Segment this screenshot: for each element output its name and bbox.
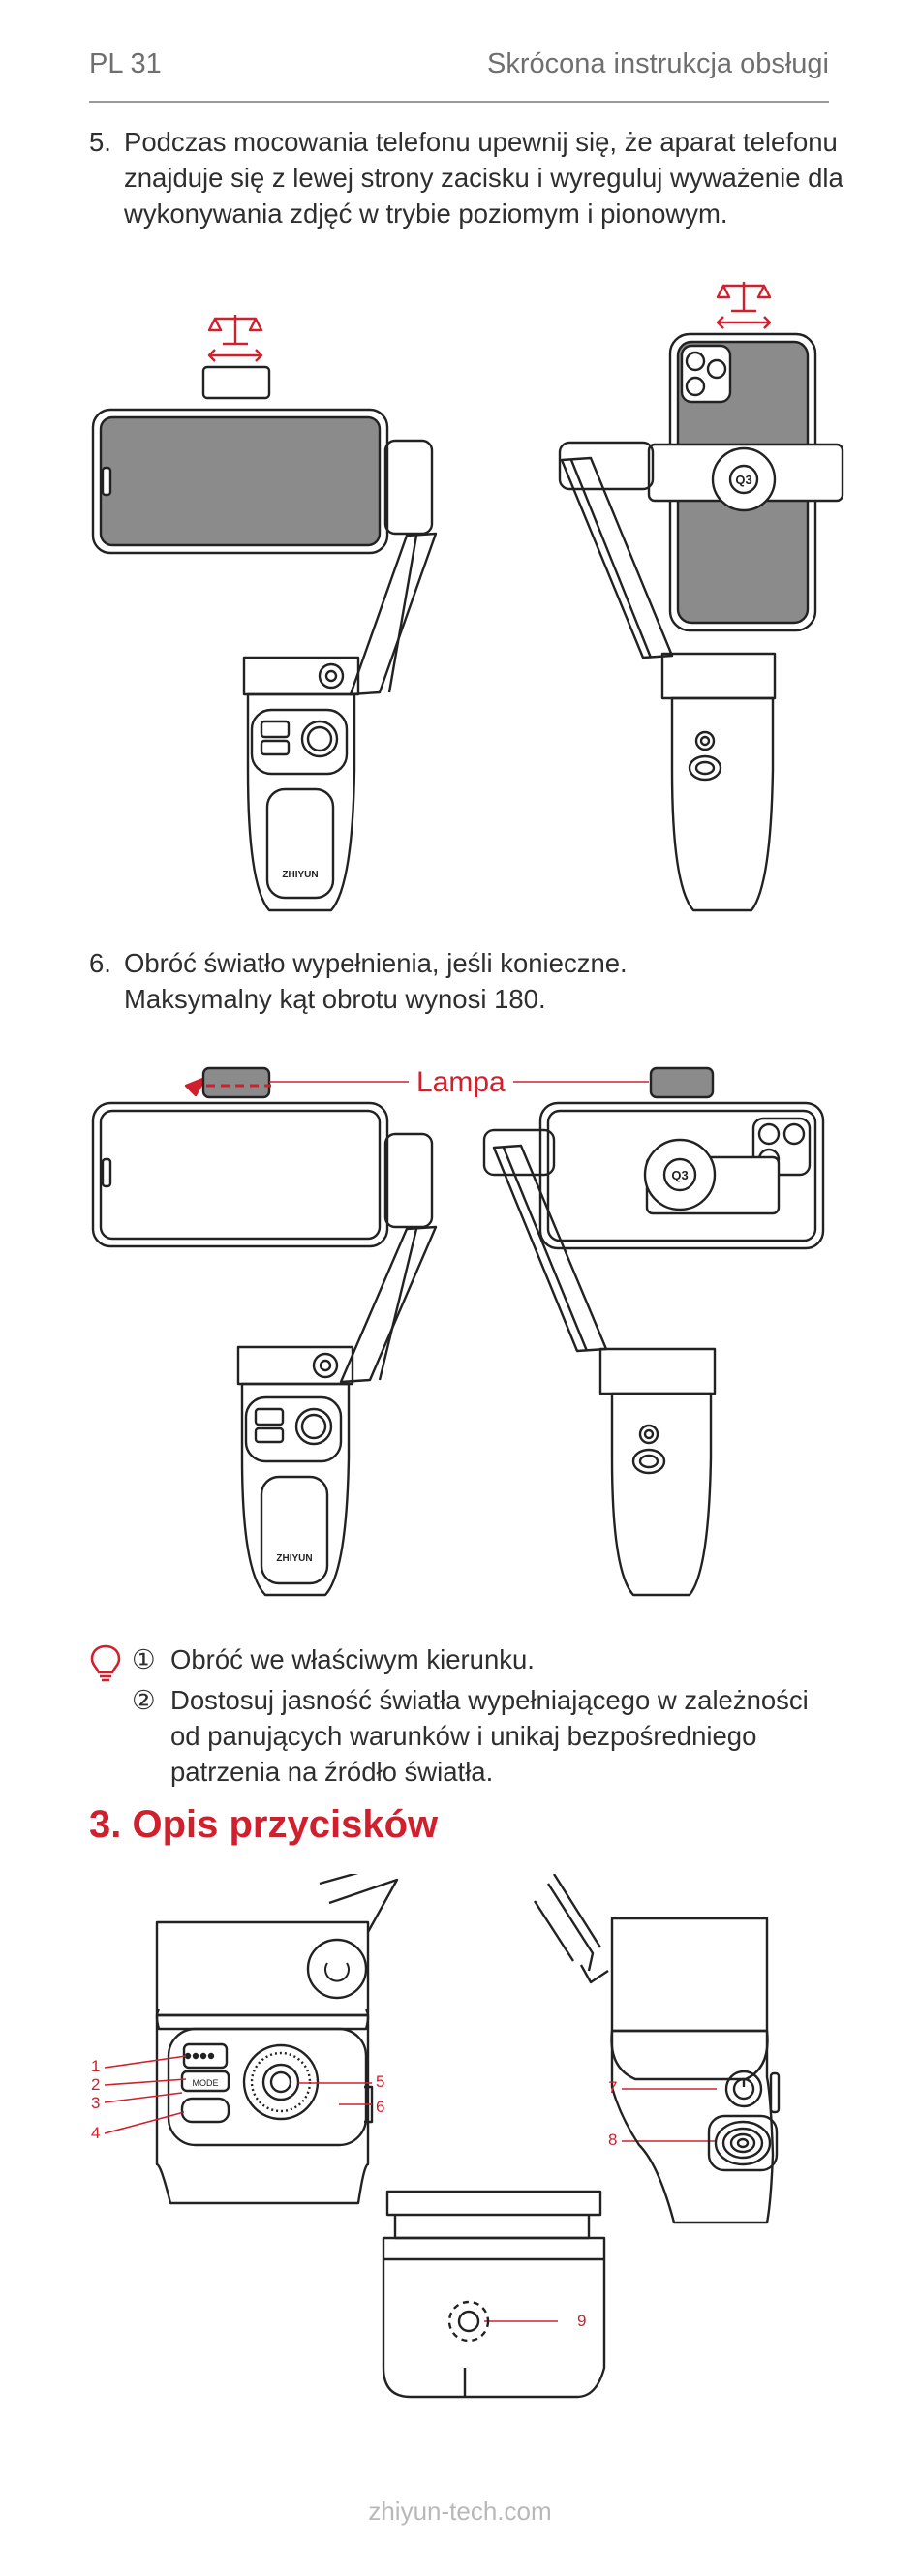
footer-url[interactable]: zhiyun-tech.com (368, 2497, 552, 2526)
page-number: PL 31 (89, 48, 162, 79)
brand-label: ZHIYUN (276, 1553, 313, 1564)
tip-number: ② (132, 1685, 156, 1715)
step-6-line-1: Obróć światło wypełnienia, jeśli konieczne. (124, 948, 628, 978)
phone-badge: Q3 (671, 1168, 689, 1182)
step-6-number: 6. (89, 948, 111, 978)
brand-label: ZHIYUN (282, 870, 319, 880)
callout-1: 1 (91, 2057, 101, 2075)
balance-scale-icon (209, 315, 261, 361)
callout-4: 4 (91, 2124, 101, 2142)
section-title: 3. Opis przycisków (89, 1803, 439, 1846)
tip-text: Dostosuj jasność światła wypełniającego w zależności od panujących warunków i unikaj bezpośredniego patrzenia na źródło światła. (170, 1685, 809, 1787)
phone-badge: Q3 (735, 473, 752, 487)
lamp-illustration (77, 1051, 852, 1603)
callout-7: 7 (608, 2078, 618, 2097)
step-5 (89, 124, 844, 231)
callout-2: 2 (91, 2075, 101, 2094)
tip-item (89, 1682, 864, 1790)
balance-scale-icon (718, 282, 770, 328)
tip-text: Obróć we właściwym kierunku. (170, 1644, 535, 1674)
mode-label: MODE (192, 2078, 219, 2088)
balance-illustration (77, 266, 852, 915)
callout-6: 6 (376, 2098, 385, 2116)
tip-number: ① (132, 1644, 156, 1674)
header-divider (89, 101, 829, 103)
tip-item (89, 1641, 864, 1677)
tips-list (89, 1641, 864, 1790)
step-5-text: Podczas mocowania telefonu upewnij się, że aparat telefonu znajduje się z lewej strony zacisku i wyreguluj wyważenie dla wykonywania zdjęć w trybie poziomym i pionowym. (124, 127, 843, 229)
callout-3: 3 (91, 2094, 101, 2112)
step-6 (89, 945, 844, 1017)
buttons-illustration (77, 1874, 852, 2469)
callout-5: 5 (376, 2072, 385, 2091)
document-title: Skrócona instrukcja obsługi (486, 48, 829, 79)
step-6-line-2: Maksymalny kąt obrotu wynosi 180. (124, 984, 546, 1014)
callout-8: 8 (608, 2131, 618, 2149)
lamp-label: Lampa (409, 1066, 513, 1099)
step-5-number: 5. (89, 127, 111, 157)
callout-9: 9 (577, 2312, 587, 2330)
